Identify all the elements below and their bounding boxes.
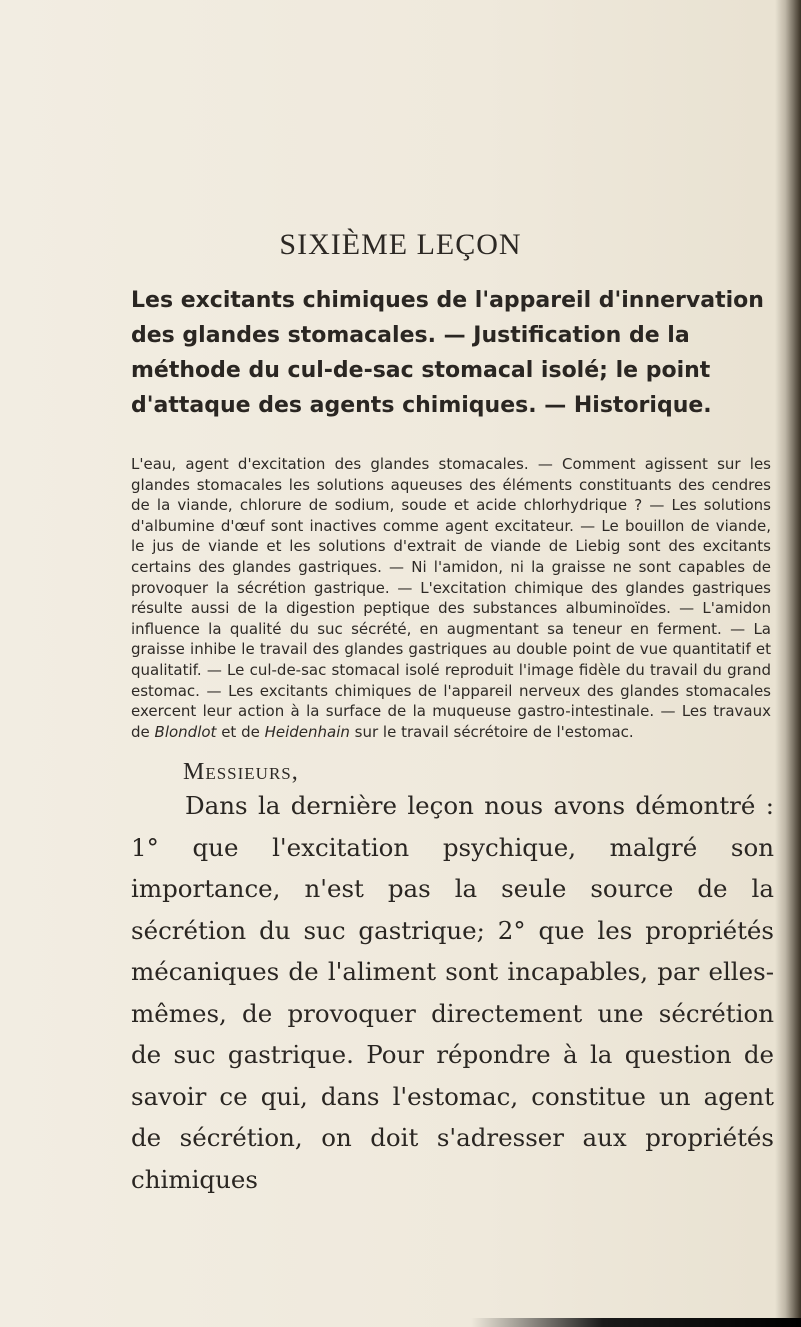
chapter-title: Les excitants chimiques de l'appareil d'innervation des glandes stomacales. — Justification de la méthode du cul-de-sac stomacal isolé; le point d'attaque des agents chimiques. — Historique. bbox=[131, 288, 764, 418]
body-paragraph: Dans la dernière leçon nous avons démontré : 1° que l'excitation psychique, malgré son importance, n'est pas la seule source de la sécrétion du suc gastrique; 2° que les propriétés mécaniques de l'aliment sont incapables, par elles-mêmes, de provoquer directement une sécrétion de suc gastrique. Pour répondre à la question de savoir ce qui, dans l'estomac, constitue un agent de sécrétion, on doit s'adresser aux propriétés chimiques bbox=[131, 791, 774, 1194]
lesson-heading: SIXIÈME LEÇON bbox=[279, 228, 522, 261]
summary-author-blondlot: Blondlot bbox=[154, 722, 217, 741]
salutation: Messieurs, bbox=[183, 759, 299, 785]
summary-author-heidenhain: Heidenhain bbox=[264, 722, 350, 741]
summary-text-after: sur le travail sécrétoire de l'estomac. bbox=[349, 722, 634, 741]
chapter-summary bbox=[131, 454, 771, 742]
summary-text-middle: et de bbox=[216, 722, 265, 741]
summary-text-before: L'eau, agent d'excitation des glandes stomacales. — Comment agissent sur les glandes stomacales les solutions aqueuses des éléments constituants des cendres de la viande, chlorure de sodium, soude et acide chlorhydrique ? — Les solutions d'albumine d'œuf sont inactives comme agent excitateur. — Le bouillon de viande, le jus de viande et les solutions d'extrait de viande de Liebig sont des excitants certains des glandes gastriques. — Ni l'amidon, ni la graisse ne sont capables de provoquer la sécrétion gastrique. — L'excitation chimique des glandes gastriques résulte aussi de la digestion peptique des substances albuminoïdes. — L'amidon influence la qualité du suc sécrété, en augmentant sa teneur en ferment. — La graisse inhibe le travail des glandes gastriques au double point de vue quantitatif et qualitatif. — Le cul-de-sac stomacal isolé reproduit l'image fidèle du travail du grand estomac. — Les excitants chimiques de l'appareil nerveux des glandes stomacales exercent leur action à la surface de la muqueuse gastro-intestinale. — Les travaux de bbox=[131, 455, 771, 741]
page-edge-shadow bbox=[775, 0, 801, 1327]
bottom-edge-mark bbox=[471, 1318, 801, 1327]
